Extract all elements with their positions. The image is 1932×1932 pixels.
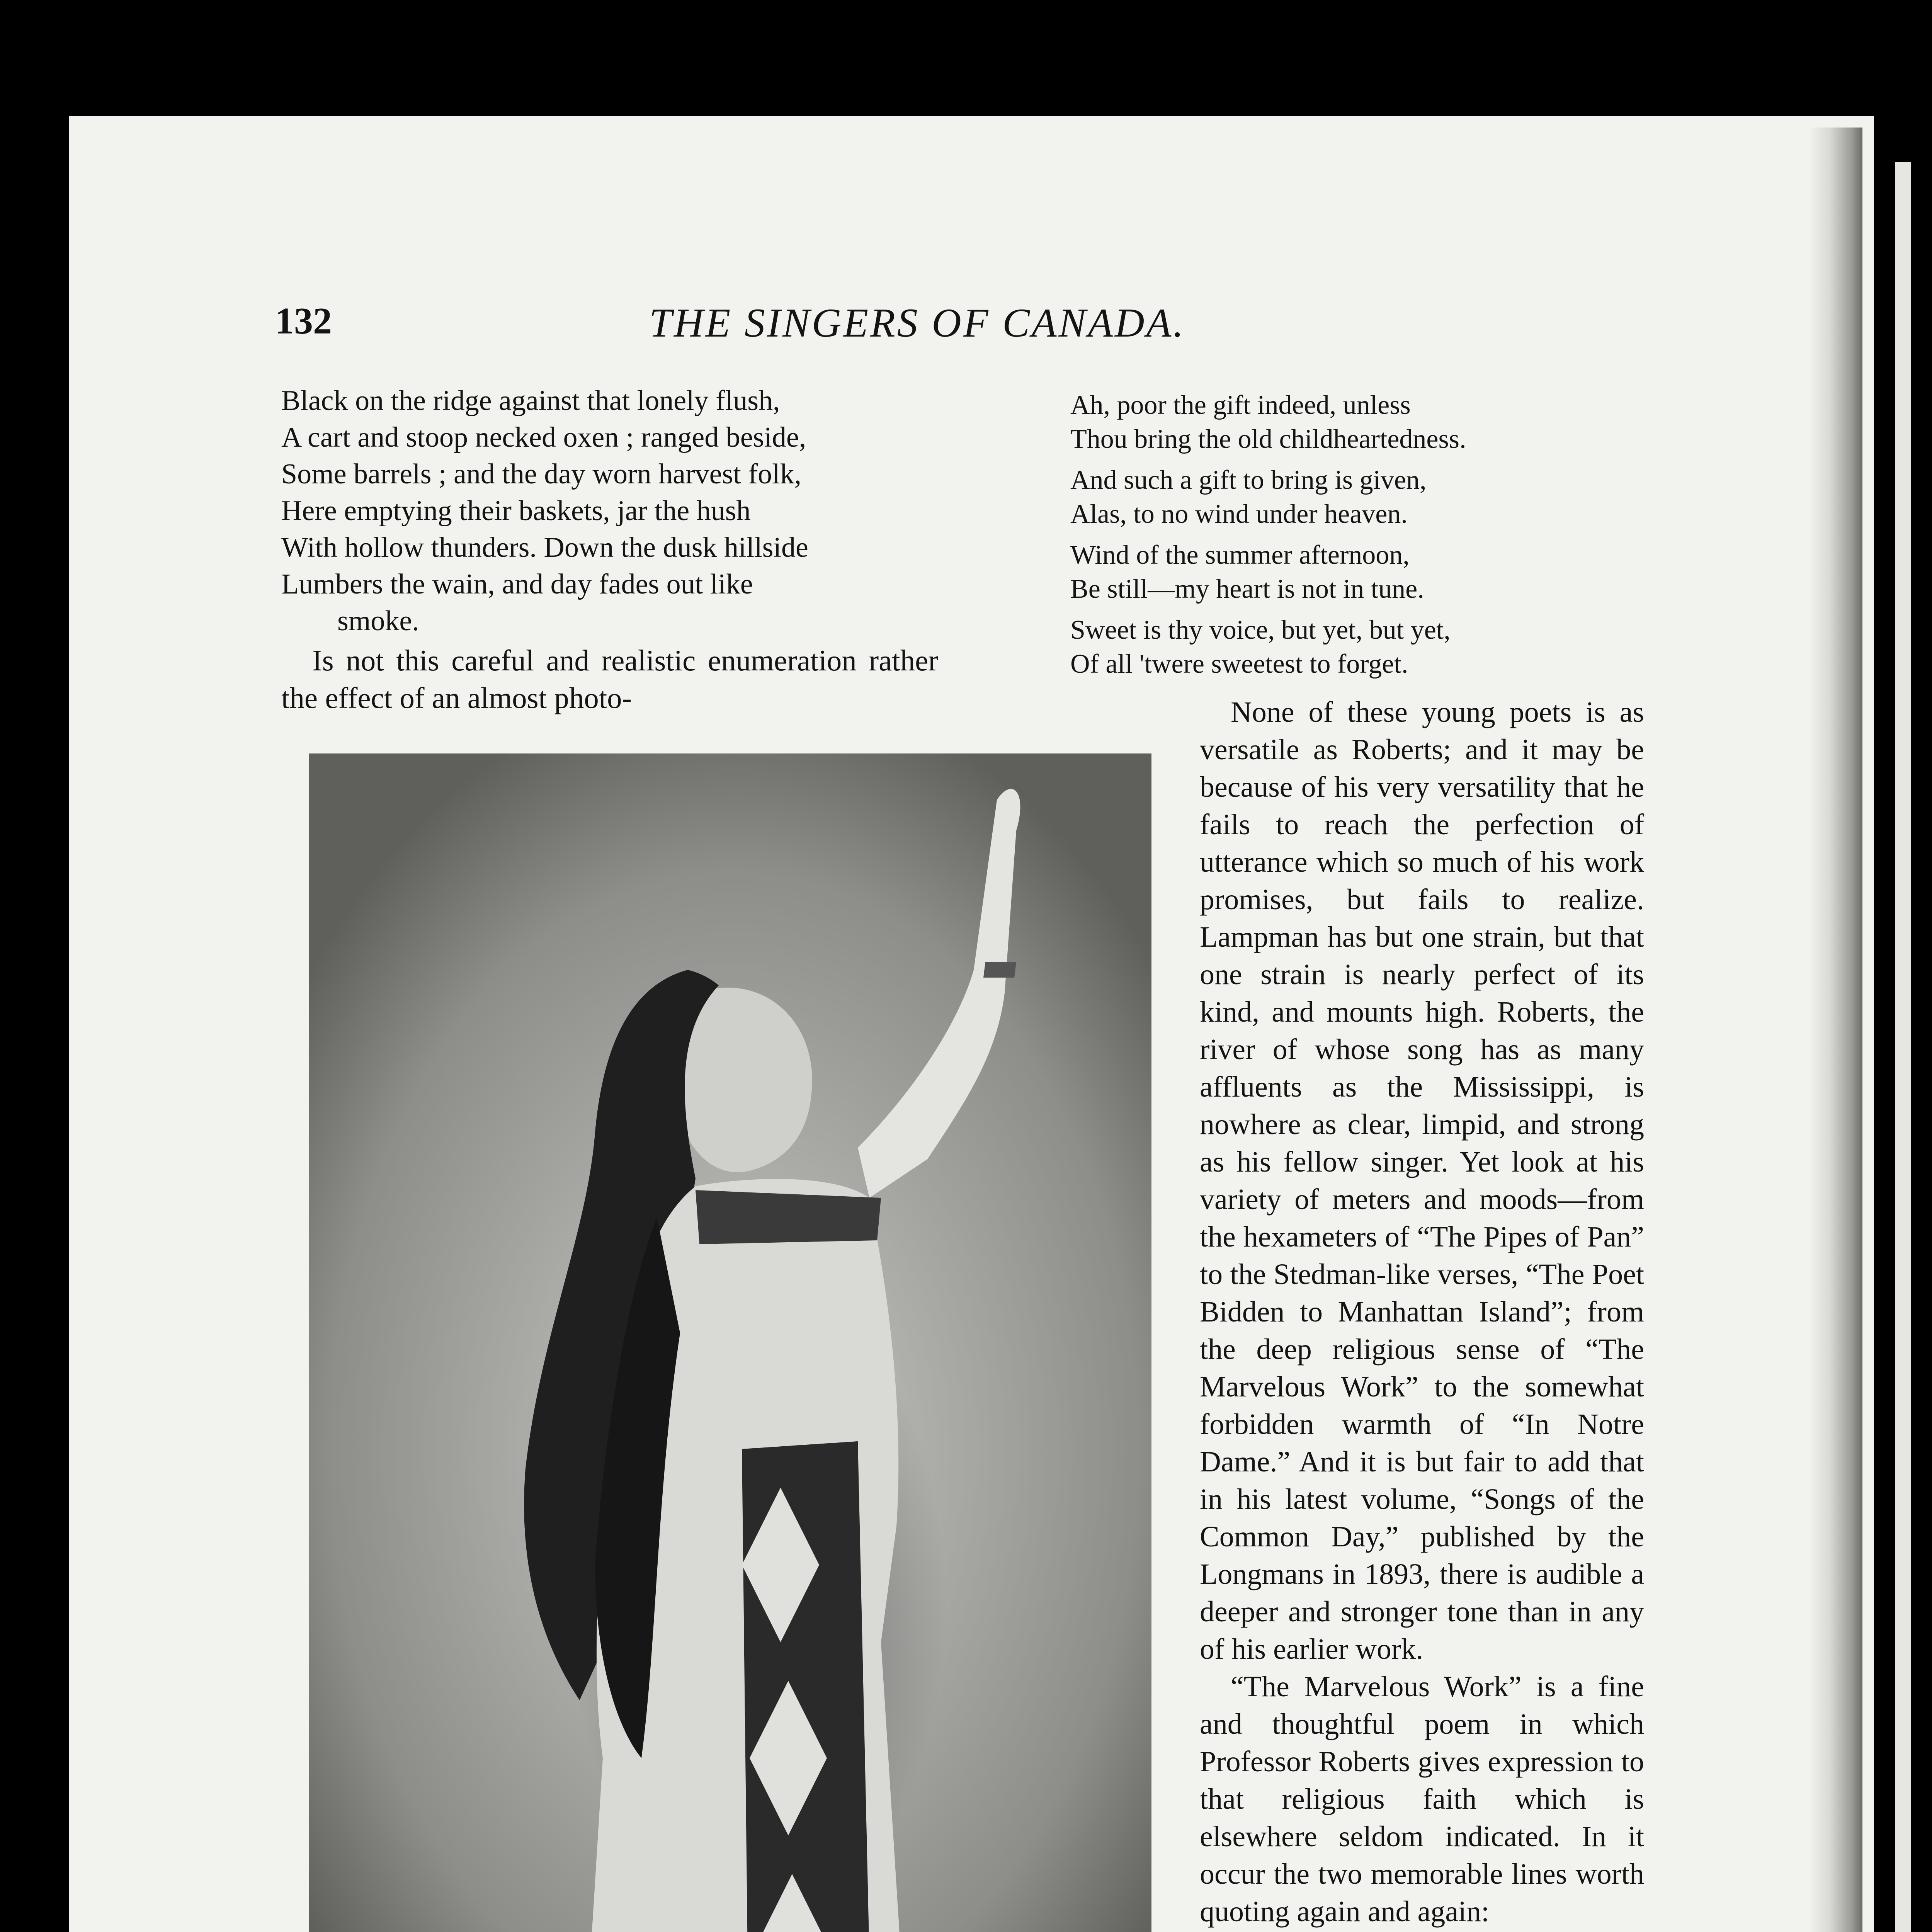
poem-line: Here emptying their baskets, jar the hush (281, 495, 751, 527)
poem-line-continuation: smoke. (337, 605, 419, 637)
poem-line: Be still—my heart is not in tune. (1070, 574, 1424, 604)
poem-line: With hollow thunders. Down the dusk hillside (281, 532, 808, 563)
poem-line: Thou bring the old childheartedness. (1070, 424, 1466, 454)
paragraph: None of these young poets is as versatile as Roberts; and it may be because of his very versatility that he fails to reach the perfection of utterance which so much of his work promises, but fails to realize. Lampman has but one strain, but that one strain is nearly perfect of its kind, and mounts high. Roberts, the river of whose song has as many affluents as the Mississippi, is nowhere as clear, limpid, and strong as his fellow singer. Yet look at his variety of meters and moods—from the hexameters of “The Pipes of Pan” to the Stedman-like verses, “The Poet Bidden to Manhattan Island”; from the deep religious sense of “The Marvelous Work” to the somewhat forbidden warmth of “In Notre Dame.” And it is but fair to add that in his latest volume, “Songs of the Common Day,” published by the Longmans in 1893, there is audible a deeper and stronger tone than in any of his earlier work. (1200, 696, 1644, 1665)
paragraph: “The Marvelous Work” is a fine and thoughtful poem in which Professor Roberts gives expression to that religious faith which is elsewhere seldom indicated. In it occur the two memorable lines worth quoting again and again: (1200, 1670, 1644, 1928)
poem-line: Ah, poor the gift indeed, unless (1070, 390, 1411, 420)
running-head: THE SINGERS OF CANADA. (649, 300, 1185, 345)
left-column-top (281, 383, 938, 717)
poem-line: Of all 'twere sweetest to forget. (1070, 649, 1408, 679)
page-binding-shade (1808, 128, 1862, 1932)
poem-line: Alas, to no wind under heaven. (1070, 499, 1408, 529)
page-number: 132 (275, 300, 332, 342)
right-column-narrow (1200, 694, 1644, 1930)
right-column-top (1070, 388, 1650, 681)
poem-line: Some barrels ; and the day worn harvest folk, (281, 458, 802, 490)
portrait-figure (309, 753, 1151, 1932)
portrait-photograph (309, 753, 1151, 1932)
poem-line: Black on the ridge against that lonely flush, (281, 385, 780, 417)
next-page-sliver (1895, 162, 1911, 1932)
poem-line: Sweet is thy voice, but yet, but yet, (1070, 615, 1451, 645)
harvest-poem (281, 383, 938, 639)
poem-line: And such a gift to bring is given, (1070, 465, 1427, 495)
poem-line: Lumbers the wain, and day fades out like (281, 568, 753, 600)
poem-line: A cart and stoop necked oxen ; ranged beside, (281, 422, 806, 453)
paragraph: Is not this careful and realistic enumeration rather the effect of an almost photo- (281, 644, 938, 714)
summer-poem (1070, 388, 1650, 681)
poem-line: Wind of the summer afternoon, (1070, 540, 1410, 570)
